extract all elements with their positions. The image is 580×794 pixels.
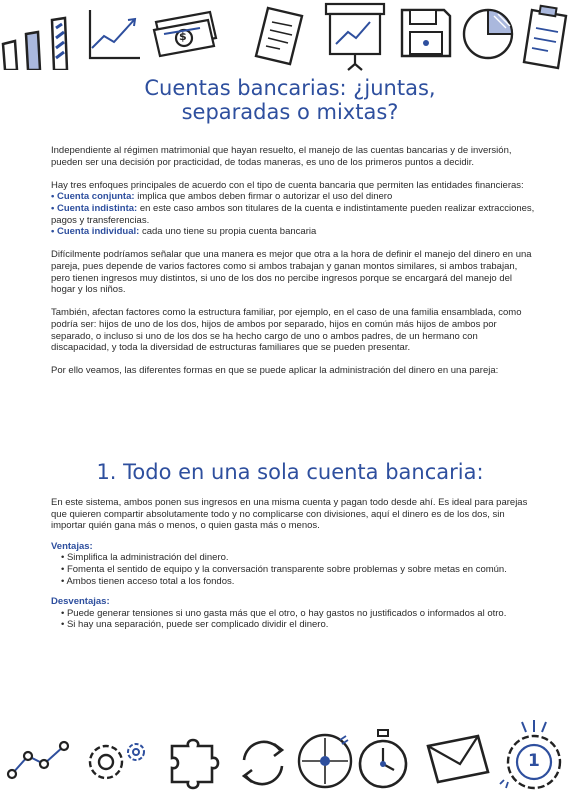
network-nodes-icon — [4, 738, 74, 782]
ventajas-list — [61, 552, 535, 587]
desventajas-list — [61, 608, 535, 631]
paragraph-4: También, afectan factores como la estructura familiar, por ejemplo, en el caso de una familia ensamblada, como podría ser: hijos de uno de los dos, hijos de ambos por separado, hijos en común más hijos de ambos por separado, o incluso si uno de los dos se ha hecho cargo de uno o ambos padres, de un hermano con discapacidad, y toda la diversidad de estructuras familiares que se pueden presentar. — [51, 307, 522, 354]
compass-target-icon — [292, 730, 358, 792]
account-type-label: • Cuenta individual: — [51, 226, 140, 238]
account-type-text: cada uno tiene su propia cuenta bancaria — [139, 226, 317, 238]
list-item: • Ambos tienen acceso total a los fondos. — [61, 576, 535, 588]
pie-chart-icon — [458, 4, 520, 62]
stopwatch-icon — [354, 728, 414, 792]
list-item: • Fomenta el sentido de equipo y la conversación transparente sobre problemas y sobre metas en común. — [61, 564, 535, 576]
section-paragraph: En este sistema, ambos ponen sus ingresos en una misma cuenta y pagan todo desde ahí. Es ideal para parejas que quieren compartir absolutamente todo y no complicarse con divisiones, aquí el dinero es de los dos, sin importar quién gana más o menos, o quien gasta más o menos. — [51, 497, 528, 532]
list-item: • Simplifica la administración del dinero. — [61, 552, 535, 564]
document-icon — [250, 4, 310, 68]
line-graph-icon — [84, 8, 142, 64]
badge-medal-icon — [494, 718, 574, 794]
account-type-label: • Cuenta indistinta: — [51, 202, 138, 214]
money-icon — [150, 8, 220, 58]
paragraph-3: Difícilmente podríamos señalar que una manera es mejor que otra a la hora de definir el manejo del dinero en una pareja, pues depende de varios factores como si ambos trabajan y ganan montos similares, si ambos trabajan, pero tienen ingresos muy distintos, si uno de los dos no percibe ingresos porque se encargará del manejo del hogar y los niños. — [51, 249, 532, 296]
account-type-text: en este caso ambos son titulares de la cuenta e indistintamente pueden realizar extracciones, pagos y transferencias. — [51, 202, 535, 226]
refresh-arrows-icon — [232, 734, 294, 792]
dollar-sign: $ — [179, 30, 187, 43]
account-type-individual — [51, 226, 316, 237]
list-item: • Si hay una separación, puede ser complicado dividir el dinero. — [61, 619, 535, 631]
account-type-indistinta — [51, 203, 534, 226]
section-body — [51, 497, 535, 640]
floppy-disk-icon — [398, 6, 454, 60]
list-item: • Puede generar tensiones si uno gasta más que el otro, o hay gastos no justificados o informados al otro. — [61, 608, 535, 620]
page-title — [0, 76, 580, 124]
account-type-label: • Cuenta conjunta: — [51, 191, 135, 203]
title-line-1: Cuentas bancarias: ¿juntas, — [144, 76, 436, 100]
section-title: 1. Todo en una sola cuenta bancaria: — [96, 460, 484, 484]
badge-number: 1 — [528, 751, 540, 771]
clipboard-icon — [518, 2, 574, 72]
desventajas-heading: Desventajas: — [51, 596, 110, 608]
intro-paragraph-2 — [51, 180, 535, 238]
account-type-text: implica que ambos deben firmar o autorizar el uso del dinero — [134, 191, 393, 203]
ventajas-heading: Ventajas: — [51, 540, 93, 552]
intro-paragraph-1: Independiente al régimen matrimonial que hayan resuelto, el manejo de las cuentas bancarias y de inversión, pueden ser una decisión por practicidad, de todas maneras, es uno de los primeros puntos a decidir. — [51, 145, 512, 168]
envelope-icon — [424, 732, 492, 786]
account-type-conjunta — [51, 191, 392, 202]
presentation-board-icon — [322, 0, 388, 72]
paragraph-5: Por ello veamos, las diferentes formas en que se puede aplicar la administración del dinero en una pareja: — [51, 365, 499, 377]
puzzle-piece-icon — [166, 736, 230, 792]
gears-icon — [82, 734, 152, 790]
intro-body — [51, 145, 535, 388]
intro-text: Hay tres enfoques principales de acuerdo con el tipo de cuenta bancaria que permiten las entidades financieras: — [51, 179, 524, 191]
title-line-2: separadas o mixtas? — [181, 100, 399, 124]
bar-chart-icon — [0, 14, 80, 70]
